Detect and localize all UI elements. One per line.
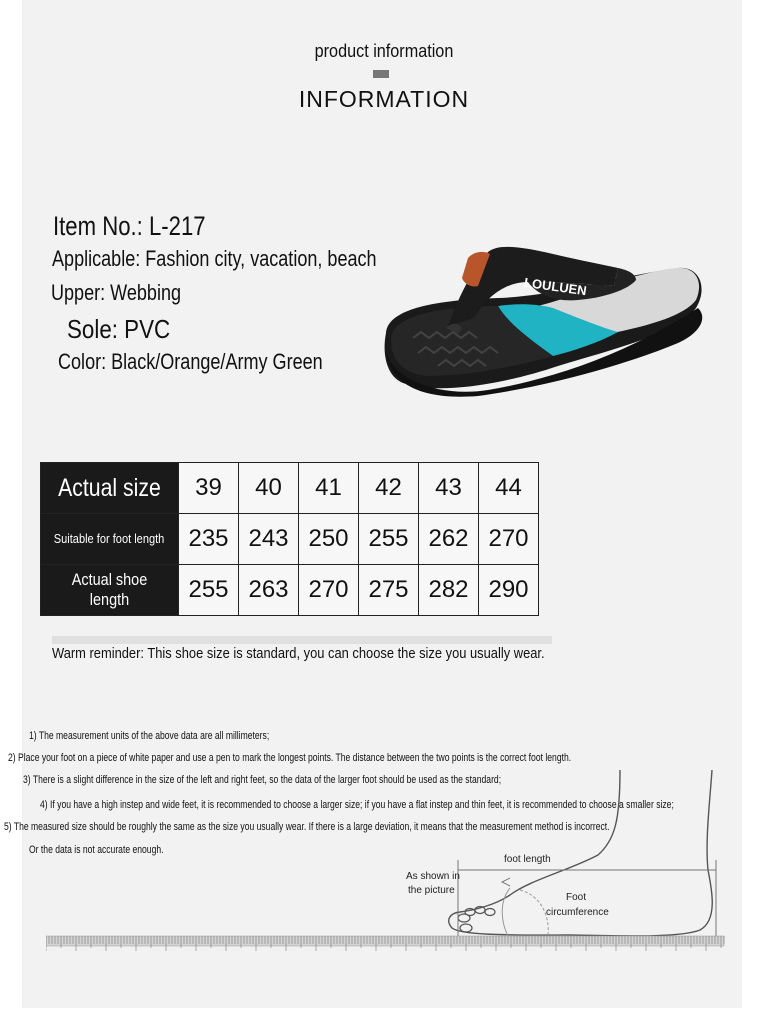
circumference-label-1: Foot [566,892,587,903]
foot-measure-diagram [400,760,730,945]
note-6: Or the data is not accurate enough. [29,844,164,856]
table-cell: 44 [479,463,539,514]
table-cell: 250 [299,514,359,565]
warm-reminder: Warm reminder: This shoe size is standard, you can choose the size you usually wear. [52,645,545,662]
table-cell: 42 [359,463,419,514]
table-cell: 270 [479,514,539,565]
table-cell: 243 [239,514,299,565]
foot-length-label: foot length [504,854,551,865]
applicable-text: Applicable: Fashion city, vacation, beach [52,246,377,271]
row-header-foot-length: Suitable for foot length [41,514,179,565]
note-5: 5) The measured size should be roughly the same as the size you usually wear. If there is a large deviation, it means that the measurement method is incorrect. [4,821,610,833]
table-cell: 270 [299,565,359,616]
table-cell: 282 [419,565,479,616]
header-subtitle: product information [314,41,454,61]
table-cell: 39 [179,463,239,514]
table-cell: 235 [179,514,239,565]
table-row [41,463,539,514]
table-row [41,514,539,565]
note-4: 4) If you have a high instep and wide feet, it is recommended to choose a larger size; if you have a flat instep and thin feet, it is recommended to choose a smaller size; [40,799,674,811]
circumference-label-2: circumference [546,907,609,918]
row-header-actual-size: Actual size [41,463,179,514]
table-cell: 41 [299,463,359,514]
row-header-shoe-length: Actual shoe length [41,565,179,616]
header-divider [373,70,389,78]
table-cell: 275 [359,565,419,616]
size-table [40,462,539,616]
table-cell: 43 [419,463,479,514]
table-cell: 40 [239,463,299,514]
table-cell: 255 [359,514,419,565]
ruler-graphic [46,934,726,952]
table-cell: 263 [239,565,299,616]
note-3: 3) There is a slight difference in the size of the left and right feet, so the data of the larger foot should be used as the standard; [23,774,502,786]
note-2: 2) Place your foot on a piece of white paper and use a pen to mark the longest points. The distance between the two points is the correct foot length. [8,752,572,764]
sole-text: Sole: PVC [67,314,171,344]
as-shown-label-1: As shown in [406,871,460,882]
upper-text: Upper: Webbing [51,280,182,305]
table-row [41,565,539,616]
header-title: INFORMATION [298,86,470,112]
flip-flop-image [378,238,708,398]
as-shown-label-2: the picture [408,885,455,896]
table-cell: 255 [179,565,239,616]
note-1: 1) The measurement units of the above data are all millimeters; [29,730,270,742]
color-text: Color: Black/Orange/Army Green [58,349,323,374]
item-number: Item No.: L-217 [53,211,206,241]
table-cell: 290 [479,565,539,616]
strap-brand-text: LOULUEN [523,274,588,299]
faded-text-strip [52,636,552,644]
table-cell: 262 [419,514,479,565]
